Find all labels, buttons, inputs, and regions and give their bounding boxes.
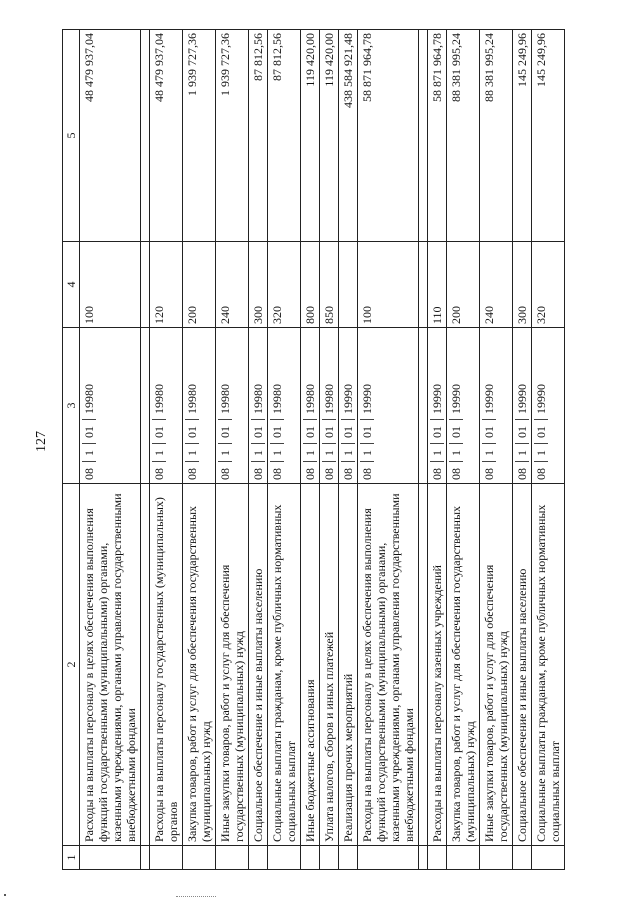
code-part-c2: 1 [534, 443, 548, 456]
table-row [268, 30, 301, 870]
spacer-row [419, 30, 428, 870]
expense-type-cell: 320 [532, 242, 565, 328]
expense-type-cell: 100 [358, 242, 419, 328]
code-part-c4: 19990 [534, 384, 548, 414]
classification-code-cell [532, 328, 565, 484]
code-part-c1: 08 [303, 461, 317, 480]
col-header-3: 3 [63, 328, 80, 484]
code-part-c1: 08 [360, 461, 374, 480]
code-part-c3: 01 [360, 419, 374, 438]
code-part-c2: 1 [322, 443, 336, 456]
table-row [301, 30, 320, 870]
expense-name-cell: Иные бюджетные ассигнования [301, 484, 320, 846]
code-part-c3: 01 [185, 419, 199, 438]
amount-cell: 119 420,00 [301, 30, 320, 242]
classification-code-cell [513, 328, 532, 484]
code-part-c3: 01 [251, 419, 265, 438]
row-index-cell [532, 846, 565, 870]
expense-type-cell: 850 [320, 242, 339, 328]
code-part-c2: 1 [185, 443, 199, 456]
spacer-row [141, 30, 150, 870]
classification-code-cell [268, 328, 301, 484]
amount-cell: 48 479 937,04 [150, 30, 183, 242]
code-part-c4: 19990 [430, 384, 444, 414]
amount-cell: 438 584 921,48 [339, 30, 358, 242]
code-part-c4: 19980 [270, 384, 284, 414]
table-row [183, 30, 216, 870]
row-index-cell [320, 846, 339, 870]
expense-name-cell: Расходы на выплаты персоналу казенных учреждений [428, 484, 447, 846]
budget-table-container [62, 30, 600, 870]
table-row [249, 30, 268, 870]
expense-type-cell: 300 [249, 242, 268, 328]
table-row [358, 30, 419, 870]
code-part-c1: 08 [251, 461, 265, 480]
code-part-c3: 01 [322, 419, 336, 438]
code-part-c4: 19980 [82, 384, 96, 414]
spacer-cell [141, 484, 150, 846]
row-index-cell [80, 846, 141, 870]
code-part-c4: 19990 [515, 384, 529, 414]
expense-name-cell: Социальные выплаты гражданам, кроме публичных нормативных социальных выплат [268, 484, 301, 846]
code-part-c4: 19990 [449, 384, 463, 414]
code-part-c4: 19980 [218, 384, 232, 414]
expense-name-cell: Иные закупки товаров, работ и услуг для обеспечения государственных (муниципальных) нужд [216, 484, 249, 846]
amount-cell: 145 249,96 [513, 30, 532, 242]
code-part-c1: 08 [82, 461, 96, 480]
code-part-c2: 1 [270, 443, 284, 456]
code-part-c3: 01 [152, 419, 166, 438]
code-part-c1: 08 [515, 461, 529, 480]
table-row [447, 30, 480, 870]
spacer-cell [141, 242, 150, 328]
expense-name-cell: Закупка товаров, работ и услуг для обеспечения государственных (муниципальных) нужд [447, 484, 480, 846]
col-header-4: 4 [63, 242, 80, 328]
code-part-c4: 19990 [360, 384, 374, 414]
code-part-c1: 08 [218, 461, 232, 480]
row-index-cell [339, 846, 358, 870]
budget-table [62, 29, 565, 870]
table-row [150, 30, 183, 870]
row-index-cell [249, 846, 268, 870]
amount-cell: 48 479 937,04 [80, 30, 141, 242]
code-part-c2: 1 [515, 443, 529, 456]
expense-type-cell: 800 [301, 242, 320, 328]
spacer-cell [419, 30, 428, 242]
amount-cell: 58 871 964,78 [428, 30, 447, 242]
col-header-5: 5 [63, 30, 80, 242]
code-part-c2: 1 [152, 443, 166, 456]
spacer-cell [419, 328, 428, 484]
code-part-c1: 08 [152, 461, 166, 480]
code-part-c1: 08 [270, 461, 284, 480]
classification-code-cell [216, 328, 249, 484]
table-row [216, 30, 249, 870]
table-row [339, 30, 358, 870]
code-part-c3: 01 [430, 419, 444, 438]
expense-name-cell: Иные закупки товаров, работ и услуг для обеспечения государственных (муниципальных) нужд [480, 484, 513, 846]
code-part-c3: 01 [449, 419, 463, 438]
code-part-c2: 1 [482, 443, 496, 456]
row-index-cell [301, 846, 320, 870]
code-part-c4: 19980 [185, 384, 199, 414]
expense-name-cell: Закупка товаров, работ и услуг для обеспечения государственных (муниципальных) нужд [183, 484, 216, 846]
code-part-c2: 1 [303, 443, 317, 456]
code-part-c3: 01 [218, 419, 232, 438]
amount-cell: 1 939 727,36 [216, 30, 249, 242]
expense-type-cell: 120 [150, 242, 183, 328]
code-part-c2: 1 [449, 443, 463, 456]
classification-code-cell [150, 328, 183, 484]
expense-name-cell: Уплата налогов, сборов и иных платежей [320, 484, 339, 846]
spacer-cell [419, 484, 428, 846]
spacer-cell [141, 846, 150, 870]
row-index-cell [268, 846, 301, 870]
expense-type-cell: 240 [480, 242, 513, 328]
amount-cell: 145 249,96 [532, 30, 565, 242]
code-part-c1: 08 [482, 461, 496, 480]
classification-code-cell [301, 328, 320, 484]
classification-code-cell [358, 328, 419, 484]
amount-cell: 88 381 995,24 [480, 30, 513, 242]
amount-cell: 87 812,56 [268, 30, 301, 242]
scan-dot [4, 894, 6, 896]
expense-type-cell: 320 [268, 242, 301, 328]
expense-type-cell: 100 [80, 242, 141, 328]
header-row [63, 30, 80, 870]
expense-type-cell: 240 [216, 242, 249, 328]
row-index-cell [358, 846, 419, 870]
expense-name-cell: Реализация прочих мероприятий [339, 484, 358, 846]
amount-cell: 87 812,56 [249, 30, 268, 242]
classification-code-cell [480, 328, 513, 484]
code-part-c1: 08 [341, 461, 355, 480]
code-part-c1: 08 [322, 461, 336, 480]
amount-cell: 58 871 964,78 [358, 30, 419, 242]
classification-code-cell [339, 328, 358, 484]
code-part-c4: 19980 [303, 384, 317, 414]
expense-name-cell: Расходы на выплаты персоналу государственных (муниципальных) органов [150, 484, 183, 846]
spacer-cell [141, 30, 150, 242]
expense-type-cell [339, 242, 358, 328]
code-part-c4: 19980 [251, 384, 265, 414]
code-part-c2: 1 [218, 443, 232, 456]
expense-name-cell: Социальное обеспечение и иные выплаты населению [513, 484, 532, 846]
table-row [513, 30, 532, 870]
table-row [532, 30, 565, 870]
row-index-cell [447, 846, 480, 870]
code-part-c2: 1 [251, 443, 265, 456]
code-part-c2: 1 [82, 443, 96, 456]
classification-code-cell [447, 328, 480, 484]
code-part-c4: 19980 [322, 384, 336, 414]
row-index-cell [150, 846, 183, 870]
row-index-cell [216, 846, 249, 870]
expense-name-cell: Социальное обеспечение и иные выплаты населению [249, 484, 268, 846]
footer-dotted-line [176, 896, 216, 897]
amount-cell: 119 420,00 [320, 30, 339, 242]
classification-code-cell [183, 328, 216, 484]
code-part-c4: 19980 [152, 384, 166, 414]
classification-code-cell [428, 328, 447, 484]
row-index-cell [480, 846, 513, 870]
code-part-c1: 08 [534, 461, 548, 480]
code-part-c4: 19990 [341, 384, 355, 414]
expense-name-cell: Расходы на выплаты персоналу в целях обеспечения выполнения функций государственными (муниципальными) органами, казенными учреждениями, органами управления государственными внебюджетными фондами [80, 484, 141, 846]
spacer-cell [419, 846, 428, 870]
amount-cell: 1 939 727,36 [183, 30, 216, 242]
code-part-c3: 01 [515, 419, 529, 438]
expense-type-cell: 110 [428, 242, 447, 328]
code-part-c3: 01 [534, 419, 548, 438]
table-row [320, 30, 339, 870]
code-part-c1: 08 [449, 461, 463, 480]
code-part-c2: 1 [341, 443, 355, 456]
code-part-c4: 19990 [482, 384, 496, 414]
code-part-c2: 1 [430, 443, 444, 456]
code-part-c1: 08 [185, 461, 199, 480]
code-part-c1: 08 [430, 461, 444, 480]
col-header-2: 2 [63, 484, 80, 846]
spacer-cell [419, 242, 428, 328]
row-index-cell [428, 846, 447, 870]
expense-type-cell: 200 [183, 242, 216, 328]
amount-cell: 88 381 995,24 [447, 30, 480, 242]
code-part-c2: 1 [360, 443, 374, 456]
classification-code-cell [320, 328, 339, 484]
row-index-cell [513, 846, 532, 870]
table-row [80, 30, 141, 870]
spacer-cell [141, 328, 150, 484]
code-part-c3: 01 [341, 419, 355, 438]
code-part-c3: 01 [303, 419, 317, 438]
classification-code-cell [80, 328, 141, 484]
code-part-c3: 01 [270, 419, 284, 438]
row-index-cell [183, 846, 216, 870]
table-row [428, 30, 447, 870]
code-part-c3: 01 [82, 419, 96, 438]
classification-code-cell [249, 328, 268, 484]
expense-name-cell: Расходы на выплаты персоналу в целях обеспечения выполнения функций государственными (муниципальными) органами, казенными учреждениями, органами управления государственными внебюджетными фондами [358, 484, 419, 846]
table-row [480, 30, 513, 870]
expense-name-cell: Социальные выплаты гражданам, кроме публичных нормативных социальных выплат [532, 484, 565, 846]
col-header-1: 1 [63, 846, 80, 870]
code-part-c3: 01 [482, 419, 496, 438]
expense-type-cell: 200 [447, 242, 480, 328]
expense-type-cell: 300 [513, 242, 532, 328]
page-number: 127 [34, 431, 49, 452]
